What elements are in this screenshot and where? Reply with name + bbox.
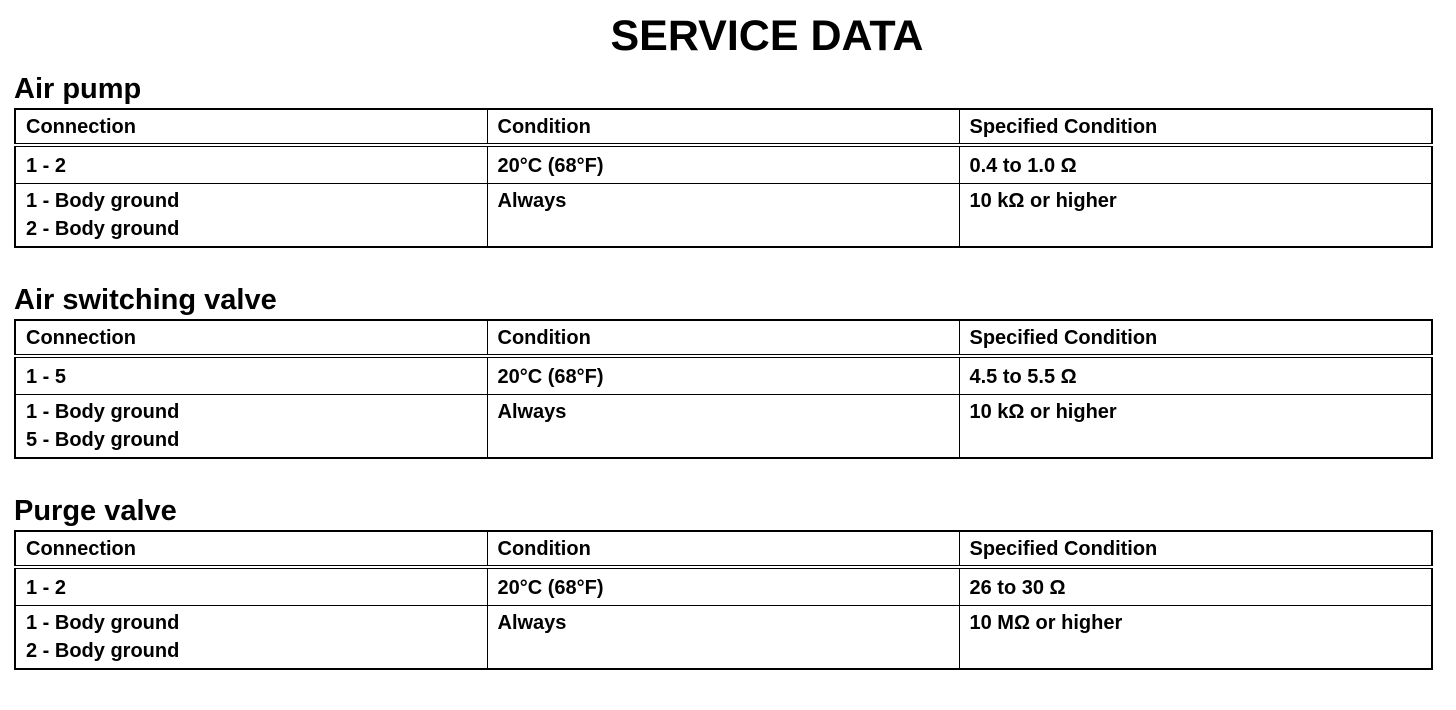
connection-value: 1 - 2 [26,155,67,177]
connection-value: 1 - Body ground [26,612,180,634]
specified-condition-cell: 10 kΩ or higher [959,184,1432,248]
column-header-condition: Condition [487,531,959,567]
column-header-condition: Condition [487,109,959,145]
section-heading: Air switching valve [14,284,277,316]
connection-value: 1 - 2 [26,577,67,599]
connection-value: 5 - Body ground [26,429,180,451]
condition-cell: 20°C (68°F) [487,356,959,395]
connection-cell [15,356,487,395]
section-heading: Air pump [14,73,142,105]
section-air-pump [14,72,1432,248]
section-purge-valve [14,494,1432,670]
table-row [15,395,1432,459]
condition-cell: Always [487,184,959,248]
column-header-specified-condition: Specified Condition [959,109,1432,145]
spec-table-air-switching-valve [14,319,1433,459]
connection-cell [15,145,487,184]
column-header-condition: Condition [487,320,959,356]
section-heading: Purge valve [14,495,177,527]
section-air-switching-valve [14,283,1432,459]
column-header-specified-condition: Specified Condition [959,531,1432,567]
spec-table-purge-valve [14,530,1433,670]
table-row [15,145,1432,184]
condition-cell: Always [487,606,959,670]
specified-condition-cell: 26 to 30 Ω [959,567,1432,606]
table-header-row [15,320,1432,356]
table-row [15,184,1432,248]
connection-cell [15,606,487,670]
table-header-row [15,109,1432,145]
specified-condition-cell: 4.5 to 5.5 Ω [959,356,1432,395]
connection-value: 2 - Body ground [26,640,180,662]
connection-value: 1 - Body ground [26,190,180,212]
condition-cell: Always [487,395,959,459]
connection-cell [15,395,487,459]
table-row [15,567,1432,606]
table-row [15,606,1432,670]
table-row [15,356,1432,395]
specified-condition-cell: 10 MΩ or higher [959,606,1432,670]
condition-cell: 20°C (68°F) [487,145,959,184]
column-header-specified-condition: Specified Condition [959,320,1432,356]
specified-condition-cell: 0.4 to 1.0 Ω [959,145,1432,184]
connection-cell [15,567,487,606]
column-header-connection: Connection [15,320,487,356]
condition-cell: 20°C (68°F) [487,567,959,606]
spec-table-air-pump [14,108,1433,248]
page-title: SERVICE DATA [610,12,924,60]
specified-condition-cell: 10 kΩ or higher [959,395,1432,459]
connection-cell [15,184,487,248]
connection-value: 2 - Body ground [26,218,180,240]
connection-value: 1 - 5 [26,366,67,388]
connection-value: 1 - Body ground [26,401,180,423]
table-header-row [15,531,1432,567]
column-header-connection: Connection [15,531,487,567]
column-header-connection: Connection [15,109,487,145]
